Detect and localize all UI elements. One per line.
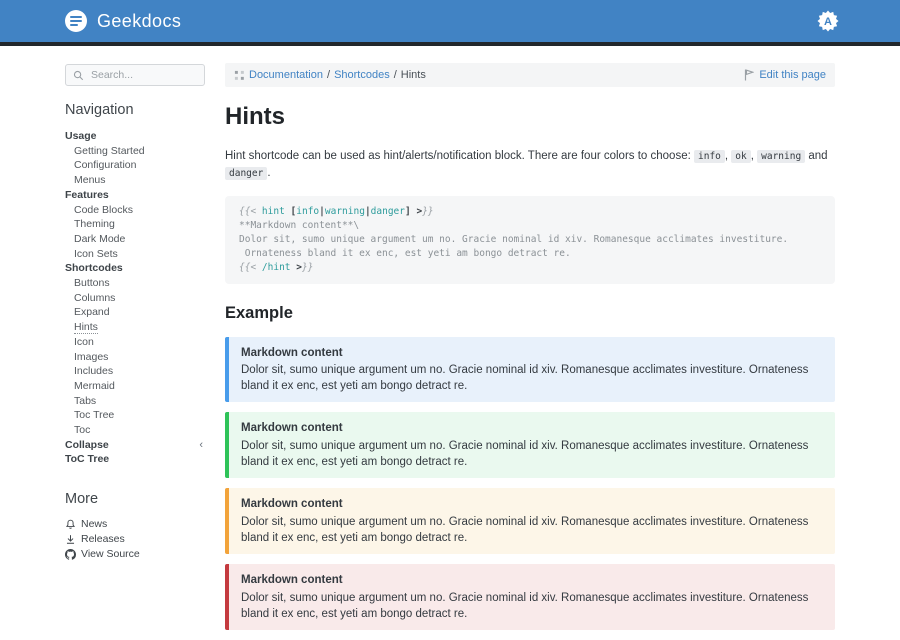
breadcrumb-shortcodes[interactable]: Shortcodes — [334, 69, 390, 81]
header-shadow — [0, 42, 900, 46]
brand-name: Geekdocs — [97, 10, 182, 31]
search-input[interactable] — [89, 68, 197, 82]
sidebar-section-label: Shortcodes — [65, 262, 123, 275]
breadcrumb-separator: / — [327, 69, 331, 81]
hint-body: Dolor sit, sumo unique argument um no. Gracie nominal id xiv. Romanesque acclimates investiture. Ornateness bland it ex enc, est yeti am bongo detract re. — [241, 515, 809, 545]
hint-body: Dolor sit, sumo unique argument um no. Gracie nominal id xiv. Romanesque acclimates investiture. Ornateness bland it ex enc, est yeti am bongo detract re. — [241, 363, 809, 393]
code-token-kw: hint — [261, 205, 285, 217]
site-tree-icon — [234, 70, 245, 81]
code-line — [239, 219, 821, 233]
sidebar-item-label: Hints — [74, 321, 98, 334]
sidebar-section-usage[interactable] — [65, 129, 205, 144]
code-line — [239, 261, 821, 275]
sidebar-section-toc-tree[interactable] — [65, 452, 205, 467]
sidebar-item-label: Menus — [74, 174, 106, 187]
code-token-punct: > — [416, 205, 423, 217]
sidebar-item-label: Icon — [74, 335, 94, 348]
sidebar-item-label: Buttons — [74, 277, 110, 290]
code-token-delim: }} — [422, 205, 434, 217]
code-token-punct: ] — [405, 205, 411, 217]
example-heading: Example — [225, 303, 293, 322]
main-content — [225, 63, 835, 640]
more-item-label: View Source — [81, 548, 140, 561]
code-token-punct: | — [364, 205, 371, 217]
inline-code-chip: danger — [225, 167, 267, 180]
chevron-left-icon: ‹ — [199, 438, 203, 451]
sidebar-item-label: Images — [74, 350, 109, 363]
hint-box-danger — [225, 564, 835, 630]
sidebar-item-label: Code Blocks — [74, 203, 133, 216]
intro-text: and — [805, 150, 828, 162]
code-token-plain: **Markdown content**\ — [239, 219, 360, 231]
sidebar-item-theming[interactable] — [65, 217, 205, 232]
sidebar-item-hints[interactable] — [65, 320, 205, 335]
sidebar-section-label: Collapse — [65, 438, 109, 451]
search-icon — [73, 70, 84, 81]
hint-title: Markdown content — [241, 422, 343, 435]
page-title: Hints — [225, 103, 285, 130]
github-icon — [65, 549, 76, 560]
sidebar-item-mermaid[interactable] — [65, 379, 205, 394]
sidebar-item-buttons[interactable] — [65, 276, 205, 291]
sidebar-section-label: Usage — [65, 130, 97, 142]
sidebar-item-label: Columns — [74, 291, 116, 304]
code-line — [239, 247, 821, 261]
intro-paragraph — [225, 148, 835, 183]
hint-box-info — [225, 337, 835, 403]
code-token-kw: danger — [370, 205, 405, 217]
sidebar-item-label: Toc — [74, 424, 91, 437]
hint-examples — [225, 337, 835, 631]
code-line — [239, 233, 821, 247]
sidebar-item-dark-mode[interactable] — [65, 232, 205, 247]
more-item-label: Releases — [81, 533, 125, 546]
sidebar-item-menus[interactable] — [65, 173, 205, 188]
code-token-punct: [ — [290, 205, 297, 217]
code-token-kw: /hint — [261, 261, 291, 273]
hint-body: Dolor sit, sumo unique argument um no. Gracie nominal id xiv. Romanesque acclimates investiture. Ornateness bland it ex enc, est yeti am bongo detract re. — [241, 591, 809, 621]
hint-title: Markdown content — [241, 498, 343, 511]
toolbar — [225, 63, 835, 87]
breadcrumb-separator: / — [393, 69, 397, 81]
hint-box-warning — [225, 488, 835, 554]
intro-text: Hint shortcode can be used as hint/alerts/notification block. There are four colors to choose: — [225, 150, 694, 162]
geekdocs-logo-icon — [65, 10, 87, 32]
code-token-plain: Dolor sit, sumo unique argument um no. Gracie nominal id xiv. Romanesque acclimates investiture. — [239, 233, 789, 245]
sidebar-item-label: Getting Started — [74, 144, 145, 157]
sidebar-item-icon[interactable] — [65, 335, 205, 350]
sidebar-item-label: Theming — [74, 218, 115, 231]
inline-code-chip: ok — [731, 150, 750, 163]
sidebar-item-label: Mermaid — [74, 379, 115, 392]
sidebar-item-tabs[interactable] — [65, 394, 205, 409]
intro-text: . — [267, 167, 271, 180]
sidebar-item-label: Expand — [74, 306, 110, 319]
breadcrumb-documentation[interactable]: Documentation — [249, 69, 323, 81]
code-token-punct: | — [319, 205, 325, 217]
sidebar-section-label: ToC Tree — [65, 453, 110, 466]
more-item-label: News — [81, 518, 108, 531]
hint-body: Dolor sit, sumo unique argument um no. Gracie nominal id xiv. Romanesque acclimates investiture. Ornateness bland it ex enc, est yeti am bongo detract re. — [241, 439, 809, 469]
sidebar-item-includes[interactable] — [65, 364, 205, 379]
more-heading: More — [65, 491, 99, 508]
more-list — [65, 517, 205, 562]
inline-code-chip: info — [694, 150, 725, 163]
more-item-view-source[interactable] — [65, 547, 205, 562]
inline-code-chip: warning — [757, 150, 805, 163]
sidebar-item-images[interactable] — [65, 350, 205, 365]
sidebar-item-label: Toc Tree — [74, 409, 115, 422]
intro-text: , — [724, 150, 732, 162]
code-token-punct: > — [296, 261, 302, 273]
sidebar-item-getting-started[interactable] — [65, 144, 205, 159]
edit-this-page-link[interactable] — [744, 69, 826, 81]
sidebar-section-shortcodes[interactable] — [65, 261, 205, 276]
sidebar-item-label: Tabs — [74, 394, 97, 407]
code-token-delim: {{< — [239, 205, 257, 217]
sidebar-item-toc[interactable] — [65, 423, 205, 438]
bell-icon — [65, 519, 76, 530]
sidebar-section-label: Features — [65, 188, 109, 201]
nav-tree — [65, 129, 205, 467]
search-box — [65, 64, 205, 86]
code-line — [239, 205, 821, 219]
breadcrumb — [234, 69, 426, 81]
app-header — [0, 0, 900, 42]
code-token-kw: info — [296, 205, 320, 217]
intro-text: , — [750, 150, 758, 162]
sidebar-item-configuration[interactable] — [65, 158, 205, 173]
hint-title: Markdown content — [241, 574, 343, 587]
code-block — [225, 196, 835, 284]
more-item-releases[interactable] — [65, 532, 205, 547]
code-token-plain: Ornateness bland it ex enc, est yeti am bongo detract re. — [239, 247, 571, 259]
code-token-kw: warning — [324, 205, 365, 217]
sidebar-item-label: Icon Sets — [74, 247, 118, 260]
hint-box-ok — [225, 412, 835, 478]
breadcrumb-hints: Hints — [400, 69, 426, 81]
sidebar-item-columns[interactable] — [65, 291, 205, 306]
sidebar-item-label: Includes — [74, 365, 114, 378]
hint-title: Markdown content — [241, 346, 343, 359]
sidebar-item-toc-tree[interactable] — [65, 408, 205, 423]
code-token-delim: }} — [301, 261, 314, 273]
brand-link[interactable] — [65, 10, 181, 32]
sidebar-item-label: Configuration — [74, 159, 137, 172]
theme-auto-toggle-icon[interactable] — [816, 9, 840, 33]
code-token-delim: {{< — [239, 261, 257, 273]
download-icon — [65, 534, 76, 545]
flag-icon — [744, 69, 754, 81]
sidebar-section-features[interactable] — [65, 188, 205, 203]
navigation-heading: Navigation — [65, 102, 134, 118]
sidebar-item-code-blocks[interactable] — [65, 203, 205, 218]
sidebar-item-expand[interactable] — [65, 305, 205, 320]
sidebar — [65, 64, 205, 562]
more-item-news[interactable] — [65, 517, 205, 532]
edit-this-page-label: Edit this page — [759, 69, 826, 81]
sidebar-section-collapse[interactable] — [65, 438, 205, 453]
sidebar-item-icon-sets[interactable] — [65, 247, 205, 262]
theme-toggle-letter: A — [824, 16, 832, 28]
sidebar-item-label: Dark Mode — [74, 232, 126, 245]
